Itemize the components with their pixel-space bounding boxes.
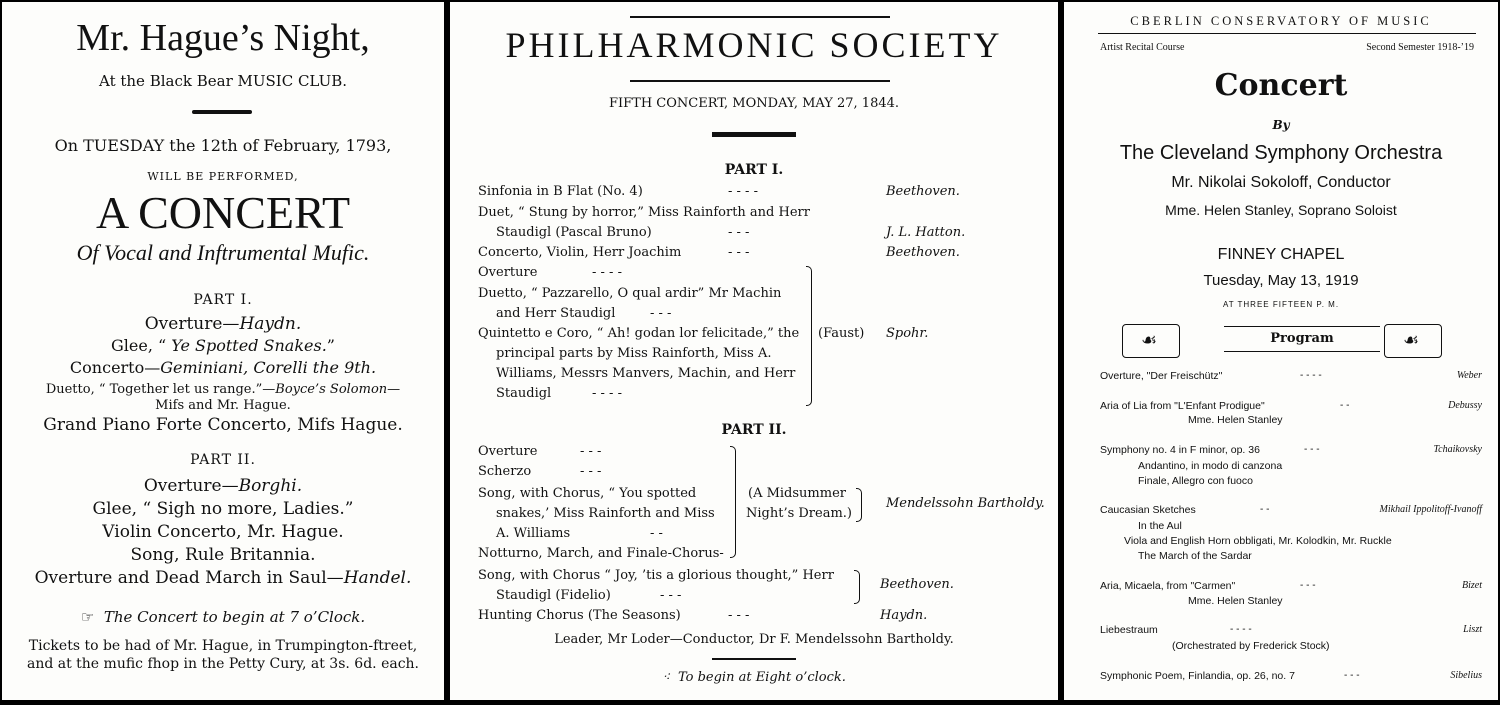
work-title: (Faust) [818,326,865,341]
composer: J. L. Hatton. [886,225,966,240]
program-line: Glee, “ Ye Spotted Snakes.” [111,336,335,355]
start-time: ☞ The Concert to begin at 7 o’Clock. [80,608,366,626]
lyre-icon: ☙ [1141,330,1158,350]
program-detail: Mme. Helen Stanley [1188,595,1283,607]
program-row: Staudigl (Fidelio) [496,588,611,603]
leader-dashes: - - [1340,400,1350,411]
composer: Beethoven. [886,184,960,199]
conductor: Mr. Nikolai Sokoloff, Conductor [1171,174,1391,191]
program-line: Song, Rule Britannia. [130,545,316,565]
leader-dashes: - - - [580,464,602,479]
composer: Bizet [1462,580,1482,591]
program-item: Symphony no. 4 in F minor, op. 36 [1100,444,1260,456]
program-row: A. Williams [496,526,571,541]
brace [806,266,812,406]
composer: Weber [1456,370,1482,381]
concert-date: FIFTH CONCERT, MONDAY, MAY 27, 1844. [608,96,900,111]
pointing-hand-icon: ☞ [80,608,95,626]
leader-dashes: - - - [1344,670,1360,681]
program-line: Violin Concerto, Mr. Hague. [102,522,344,542]
start-time: ⁖ To begin at Eight o’clock. [662,670,846,685]
tickets-line: Tickets to be had of Mr. Hague, in Trumpington-ftreet, [28,638,418,654]
program-line: Glee, “ Sigh no more, Ladies.” [92,499,354,519]
program-item: Symphonic Poem, Finlandia, op. 26, no. 7 [1100,670,1295,682]
composer: Mendelssohn Bartholdy. [886,496,1045,511]
leader-dashes: - - - [728,245,750,260]
rule [712,658,796,660]
philharmonic-program-1844 [450,2,1058,700]
program-detail: Viola and English Horn obbligati, Mr. Kolodkin, Mr. Ruckle [1124,535,1392,547]
program-row: Hunting Chorus (The Seasons) [478,608,681,623]
bill-date: On TUESDAY the 12th of February, 1793, [54,136,392,155]
leader-conductor: Leader, Mr Loder—Conductor, Dr F. Mendelssohn Bartholdy. [554,632,954,647]
composer: Mikhail Ippolitoff-Ivanoff [1379,504,1482,515]
program-detail: Mme. Helen Stanley [1188,414,1283,426]
program-row: and Herr Staudigl [496,306,616,321]
leader-dashes: - - - [728,608,750,623]
program-item: Overture, "Der Freischütz" [1100,370,1223,382]
program-line: Concerto—Geminiani, Corelli the 9th. [69,358,377,377]
program-line: Duetto, “ Together let us range.”—Boyce’s Solomon— [45,382,401,397]
program-row: principal parts by Miss Rainforth, Miss A. [496,346,772,361]
program-row: Notturno, March, and Finale-Chorus- [478,546,724,561]
program-row: Sinfonia in B Flat (No. 4) [478,184,643,199]
leader-dashes: - - - - [1300,370,1322,381]
performed-label: WILL BE PERFORMED, [147,170,299,183]
program-row: Duet, “ Stung by horror,” Miss Rainforth and Herr [478,205,810,220]
rule [712,132,796,137]
program-row: Williams, Messrs Manvers, Machin, and Herr [496,366,796,381]
program-row: Scherzo [478,464,532,479]
work-title: Night’s Dream.) [746,506,852,521]
brace [854,570,860,604]
brace [856,488,862,522]
program-detail: Andantino, in modo di canzona [1138,460,1283,472]
leader-dashes: - - - [728,225,750,240]
leader-dashes: - - - [1300,580,1316,591]
rule [630,80,890,82]
divider [192,110,252,114]
part-heading: PART II. [721,422,787,438]
program-detail: In the Aul [1138,520,1182,532]
program-row: Overture [478,265,538,280]
program-row: Song, with Chorus “ Joy, ’tis a glorious thought,” Herr [478,568,834,583]
part-heading: PART II. [190,452,256,468]
composer: Spohr. [886,326,929,341]
program-row: Staudigl [496,386,552,401]
rule [630,16,890,18]
program-row: Overture [478,444,538,459]
course-name: Artist Recital Course [1100,42,1185,53]
conservatory-header: CBERLIN CONSERVATORY OF MUSIC [1130,14,1432,28]
rule [1098,33,1476,34]
soloist: Mme. Helen Stanley, Soprano Soloist [1165,202,1397,218]
leader-dashes: - - - [1304,444,1320,455]
scroll-ornament-left [1122,324,1180,358]
program-detail: The March of the Sardar [1138,550,1252,562]
program-item: Caucasian Sketches [1100,504,1196,516]
brace [730,446,736,558]
program-item: Aria of Lia from "L'Enfant Prodigue" [1100,400,1265,412]
leader-dashes: - - - - [592,386,622,401]
concert-time: AT THREE FIFTEEN P. M. [1222,300,1340,309]
program-detail: Finale, Allegro con fuoco [1138,475,1253,487]
semester: Second Semester 1918-’19 [1366,42,1474,53]
lyre-icon: ☙ [1403,330,1420,350]
composer: Sibelius [1450,670,1482,681]
tickets-line: and at the mufic fhop in the Petty Cury, at 3s. 6d. each. [26,656,420,672]
by-label: By [1272,118,1290,132]
bill-venue: At the Black Bear MUSIC CLUB. [99,72,347,90]
work-title: (A Midsummer [748,486,846,501]
program-line: Grand Piano Forte Concerto, Mifs Hague. [43,415,403,435]
program-line: Overture—Haydn. [144,314,302,334]
program-line: Overture—Borghi. [143,476,303,496]
leader-dashes: - - - - [728,184,758,199]
program-item: Aria, Micaela, from "Carmen" [1100,580,1236,592]
program-item: Liebestraum [1100,624,1158,636]
concert-date: Tuesday, May 13, 1919 [1203,272,1359,289]
program-detail: (Orchestrated by Frederick Stock) [1172,640,1330,652]
leader-dashes: - - - [650,306,672,321]
concert-bill-1793 [2,2,444,700]
program-row: Duetto, “ Pazzarello, O qual ardir” Mr Machin [478,286,782,301]
bill-title: Mr. Hague’s Night, [76,17,370,59]
leader-dashes: - - - - [1230,624,1252,635]
composer: Beethoven. [886,245,960,260]
composer: Haydn. [880,608,928,623]
scroll-ornament-right [1384,324,1442,358]
composer: Debussy [1448,400,1482,411]
program-row: Staudigl (Pascal Bruno) [496,225,652,240]
program-banner: Program [1224,326,1380,352]
leader-dashes: - - - [660,588,682,603]
venue: FINNEY CHAPEL [1217,246,1345,263]
leader-dashes: - - [1260,504,1270,515]
orchestra-name: The Cleveland Symphony Orchestra [1119,142,1443,164]
society-title: PHILHARMONIC SOCIETY [505,25,1003,65]
program-row: Concerto, Violin, Herr Joachim [478,245,682,260]
program-line: Overture and Dead March in Saul—Handel. [34,568,412,588]
leader-dashes: - - - - [592,265,622,280]
headline: A CONCERT [95,187,351,238]
composer: Liszt [1463,624,1482,635]
composer: Tchaikovsky [1433,444,1482,455]
part-heading: PART I. [724,162,784,178]
part-heading: PART I. [193,292,253,308]
program-row: snakes,’ Miss Rainforth and Miss [496,506,715,521]
ornament-icon: ⁖ [662,670,670,685]
oberlin-program-1919 [1064,2,1498,700]
program-row: Quintetto e Coro, “ Ah! godan lor felicitade,” the [478,326,800,341]
leader-dashes: - - [650,526,663,541]
program-row: Song, with Chorus, “ You spotted [478,486,697,501]
program-line: Mifs and Mr. Hague. [155,398,291,413]
concert-subtitle: Of Vocal and Inftrumental Mufic. [76,240,370,265]
concert-title: Concert [1214,68,1348,103]
composer: Beethoven. [880,577,954,592]
leader-dashes: - - - [580,444,602,459]
